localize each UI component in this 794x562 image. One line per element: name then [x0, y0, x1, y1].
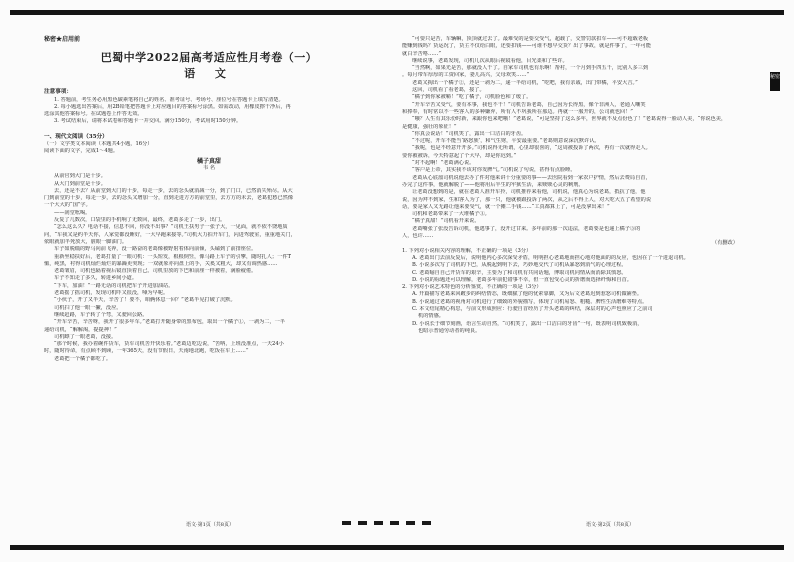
- question-1-option: B. 小说多次写了司机的下巴，从脱起到明下去，巧妙地交代了司机从暴怒到消气的心理过程。: [412, 262, 627, 269]
- passage-line: 老葛皱眉，司机也隔着视后镜直顶着自己。司机里放的下巴和前座一样被着，满脸疲倦。: [54, 268, 257, 275]
- question-2-option: D. 小说长于细节刻画，语言生动自然，“司机笑了，露出一口洁白的牙齿”一句，既表明司机致极消，: [412, 320, 643, 327]
- note-item: 2. 每小题选出答案后，用2B铅笔把答题卡上对应题目的答案标号涂黑。如需改动，用橡皮擦干净后，再: [54, 103, 291, 110]
- passage-line: 依眼就加半死放大，脏眼一脚油门。: [44, 238, 128, 245]
- passage-line: 车子不知走了多久，转进乡间小道。: [54, 275, 138, 282]
- passage-line: “那个时候，我办着碗件货车，货车司机苦开快乐着。”老葛边吃边说，“苦呐，上班没准点，一天24小: [54, 341, 284, 348]
- passage-line: 让老葛没想到的是，就在老葛人准开车拎，司机推荐来看他，司机说，他真心为说老葛，抵抗了他，他: [412, 189, 646, 196]
- passage-line: 老葛又掏出一个橘子②，还是一剥为二，递一半给司机，“吃吧，我有亲戚，出门带橘，平安大吉。”: [412, 79, 638, 86]
- reading-instruction: 阅读下面的文字，完成1～4题。: [44, 148, 119, 155]
- passage-line: 老葛摇了摇司机，发现司机吓又很没，嗓为早呢。: [54, 290, 169, 297]
- passage-line: “下车，加油！”一路无话的司机把车子开进加油站。: [54, 282, 174, 289]
- passage-line: 门到前堂的十步，每走一步，去的念头又增加一分，直到走进方方的前堂里，去方方的未去，老葛犯愁已然像: [44, 195, 294, 202]
- question-1-option: C. 老葛喻自自己开货车的艰辛，主要为了和司机有共同话题，博取司机同情从而消除其愤怒。: [412, 269, 627, 276]
- passage-line: “我呢，也是不经意开开多。”司机说得无所谓，心里却很喜的，“这周被投诉了两次，再有一次就得走人。: [412, 145, 651, 152]
- exam-subject: 语 文: [184, 67, 234, 81]
- exam-title: 巴蜀中学2022届高考适应性月考卷（一）: [100, 51, 318, 65]
- passage-line: 继续说事，老葛发现，司机几次从眼后视镜看他，目光柔和了些许。: [412, 57, 568, 64]
- passage-line: 说，因为拜不到家，生和客人为了，那一只，他就被跟投诉了两次，从之后不得上人，对大吃大五了希望的说: [402, 196, 652, 203]
- passage-line: 从大门到前堂是十步。: [54, 180, 106, 187]
- passage-line: “客户是上帝，其实我不该对你发脾气。”司机说了句说，甚得有点脸睡。: [412, 167, 576, 174]
- passage-line: 一个大大的“国”字。: [44, 202, 91, 209]
- page-footer-left: 语文·第1页（共8页）: [186, 522, 234, 528]
- source-note: （有删改）: [712, 240, 738, 247]
- passage-line: “可要只是苦，车辆嘛，顶顶就过去了。最难受的是要交受气，超载了，交警罚款扣车——可不超载老板: [412, 36, 649, 42]
- passage-line: 老葛把一个橘子都吃了。: [54, 355, 112, 362]
- passage-line: “橘子到你家被嚼！”吃了橘子，司机脸色和了缓了。: [412, 94, 532, 101]
- passage-line: “哦？人生有其乐份时新，来跟你也来吧哦！”老葛说，“可是坚持了这么多年，世界就不及点份色了！”老葛说得一脸动人美，“你说色美，: [412, 116, 727, 123]
- passage-line: 重新坐稳扶好后，老葛打量了一眼司机：一头短发，根根倒竖，像马路上车子的引擎，随时扎人；一件T: [54, 253, 291, 260]
- notes-heading: 注意事项：: [44, 89, 72, 96]
- question-2-option: 机的情感。: [418, 313, 444, 320]
- passage-line: “怎么这么久？电话不接，信息不回，你没不出事？”司机王扶男子一张子大，一见面，就不依不饶地质: [54, 224, 288, 231]
- passage-line: 从前官到大门是十步。: [54, 173, 106, 180]
- side-tab: 秘密: [770, 72, 780, 91]
- question-1: 1. 下列对小说相关内容的理解，不正确的一项是（3分）: [402, 247, 532, 254]
- passage-line: 就白辛苦咯……”: [402, 50, 441, 57]
- passage-line: 司机扫了他一眼一撇，没应。: [54, 304, 122, 311]
- passage-line: “对不起啊！”老葛满心说。: [412, 160, 475, 167]
- passage-line: 司机瞟了一眼老葛，没接。: [54, 333, 117, 340]
- passage-text: [44, 173, 374, 363]
- passage-line: 人，也许……: [402, 233, 434, 240]
- question-2: 2. 下列对小说艺术特色的分析鉴赏，不正确的一项是（3分）: [402, 284, 542, 291]
- subsection-heading: （一）文学类文本阅读（本题共4小题，16分）: [44, 141, 153, 148]
- confidential-label: 秘密★启用前: [44, 36, 81, 43]
- right-page: [402, 36, 738, 335]
- passage-line: “开车辛苦又受气，要有本事，我也不干！”司机告诉老葛，自己因为长得黑，像个非洲人，老通人嘲笑: [412, 101, 646, 108]
- passage-line: 是健康，强壮的象征！”: [402, 123, 457, 130]
- passage-line: 去，还是不去？从前堂到大门的十步，每走一步，去的念头就消减一分，到了门口，已然消失殆尽。从大: [54, 187, 293, 194]
- passage-line: 老葛嘴张了张没告诉司机，他逃事了，没开过甘来。多年前的那一次违法，老葛要是也递上橘子③的: [412, 225, 641, 232]
- notes-list: [44, 97, 374, 126]
- passage-line: “橘子真甜！”司机看开来说。: [412, 218, 480, 225]
- passage-line: 时，随时待命，有点顾不到顾，一年365天，没有节假日，天南地北跑，吃饭在车上……”: [44, 348, 249, 355]
- passage-line: 能赚到钱吗？货运况了，货主不仅给白眼，还要扣钱——可谁不想早交货？出了事故，就是件事了，一年可能: [402, 43, 652, 50]
- question-2-option: C. 本文结尾精心构思，与前文形成照应：行驶自首经历了开头老葛的纠结，深层对的心声也照应了之前司: [412, 305, 653, 312]
- passage-line: 要你被被诉，今天特意起了个大早，却是你迟到。”: [402, 152, 517, 159]
- registration-mark: [358, 521, 367, 525]
- passage-line: 老葛从心底溜司机说他去办了件对他来讲十分重要的事——去医院看到一家农户护情，然后去费局自首，: [412, 174, 651, 181]
- top-border-bar: [10, 10, 784, 15]
- left-page: [44, 36, 374, 363]
- registration-marks: [342, 521, 452, 525]
- passage-line: 车子如脱缰的野马向前飞奔，没一路奋的老葛像被野射着体向前倾，头磕到了前排座位。: [54, 246, 257, 253]
- section-heading: 一、现代文阅读（35分）: [44, 133, 108, 140]
- question-1-option: A. 老葛出门去前反复后，说明他内心多次深受矛盾，明明担心老葛地而担心地对他面的的反应，也因在了一个进退司机。: [412, 254, 689, 261]
- note-item: 选涂其他答案标号。在试题卷上作答无效。: [44, 111, 143, 118]
- passage-line: 这回，司机看了看老葛，接了。: [412, 87, 485, 94]
- registration-mark: [390, 521, 399, 525]
- passage-line: 办完了这件事，他就解脱了——他将用后半生的牢狱生活，来赎赎心灵的剩刑。: [402, 181, 584, 188]
- passage-line: “当然啊，如果光是苦，那就没人干了。自家车司机也有乐啊！帮衬，一个月到手四五千，比别人多三到: [412, 65, 649, 72]
- registration-mark: [342, 521, 351, 525]
- passage-line: “你真会说话！”司机笑了，露出一口洁白的牙齿。: [412, 130, 527, 137]
- note-item: 1. 答题前，考生务必用黑色碳素笔将自己的姓名、准考证号、考场号、座位号在答题卡上填写清楚。: [54, 96, 284, 103]
- passage-line: 司机和老葛带来了一大堆橘子③。: [412, 211, 490, 218]
- passage-line: ——刮堂吆喝。: [54, 209, 91, 216]
- passage-line: 继续赶路，车子转了个弯，又驶回公路。: [54, 311, 148, 318]
- question-1-option: D. 小说的标题还可以理解，老葛多年前犯错事不幸，但一直包受心灵的折磨而选择纤悔和自首。: [412, 276, 632, 283]
- passage-continued: [402, 36, 738, 240]
- question-2-option: 也暗示普通劳动者的纯良。: [418, 327, 481, 334]
- question-2-option: B. 小说通过老葛的视角对司机进行了细致的外貌描写，体现了司机易怒、粗糙、脾性生活磨难等特点。: [412, 298, 648, 305]
- passage-line: 。每月带车厚厚的工资回家，妻儿高兴，父母欢笑……”: [402, 72, 530, 79]
- passage-line: 问，“车我又是约半天你，人家觉都没睡好，一大早跑来接等。”司机大力拍开车门，闪进驾驶室，重重地关门，: [44, 231, 296, 238]
- passage-line: “小伙子，开了又半天，辛苦了！要不，咱俩休息一回？”老葛半见打破了沉默。: [54, 297, 236, 304]
- registration-mark: [422, 521, 431, 525]
- passage-title: 橘子真甜: [196, 157, 221, 165]
- question-2-option: A. 开篇描写老葛来回踱步的纠结情态，既细腻了他的忧索靠脚，又为后文老葛迟到惹怒司机做铺垫。: [412, 291, 643, 298]
- registration-mark: [374, 521, 383, 525]
- passage-line: 恤，纯黑，衬得司机灿烂灿烂的暴躁更突现；一双就象亦向盘上的手，关奚又粗大，却又有调热感……: [44, 260, 278, 267]
- passage-line: 话，要是家人又无路让他来要受气，就一个摊二手钱……“工真都算上了，可是没拿出来！”: [402, 203, 610, 210]
- passage-author: 韦 名: [202, 164, 216, 171]
- passage-line: 反复了几数次，口袋里的手机响了无数回，最终，老葛多走了一步，出门。: [54, 217, 226, 224]
- page-footer-right: 语文·第2页（共8页）: [586, 522, 634, 528]
- note-item: 3. 考试结束后，请将本试卷和答题卡一并交回。满分150分，考试用时150分钟。: [54, 118, 242, 125]
- passage-line: “开车辛苦，辛苦呀，我开了很多年车。”老葛打开随身带的黑布包，取出一个橘子①，一剥为二，一半: [54, 319, 285, 326]
- passage-line: 和捧奉，有时常以不一些客人的多种嫌弃，所有人不巩我所在那边。再就一一服开的，公司就也回！”: [402, 108, 633, 115]
- registration-mark: [406, 521, 415, 525]
- bottom-border-bar: [10, 545, 784, 550]
- passage-line: 递给司机，“解解渴，提提神！”: [44, 326, 117, 333]
- passage-line: “不过呢，开车不能当‘路怒族’，和气生财，平安最重要。”老葛则意说深沉默许认。: [412, 138, 600, 145]
